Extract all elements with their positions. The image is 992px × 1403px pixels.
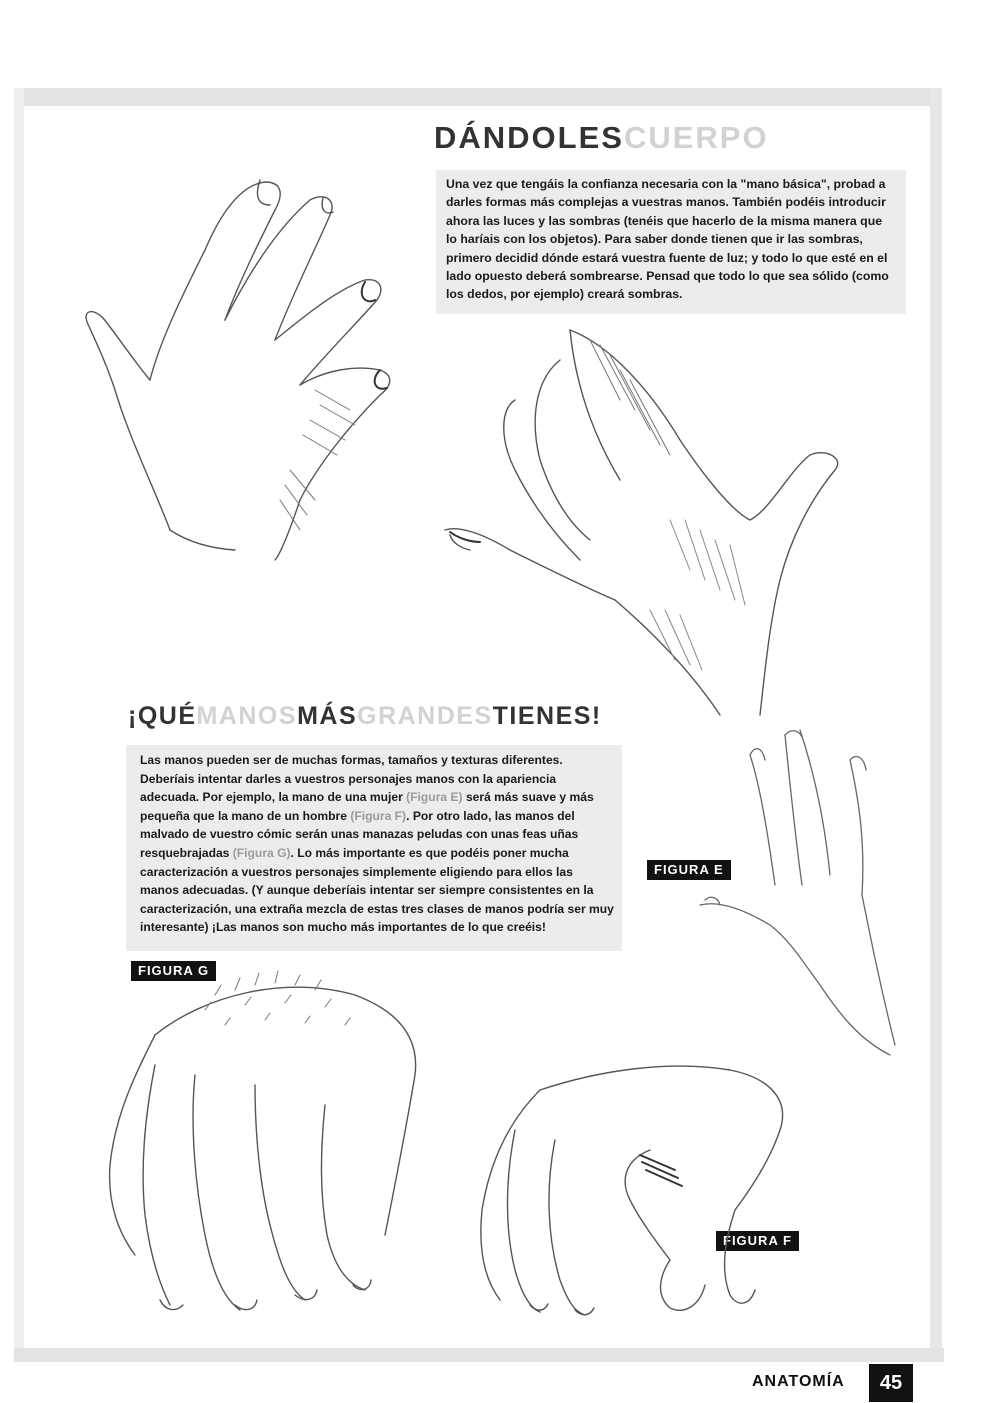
paragraph-part-3: . Por otro lado, las manos del malvado de vuestro cómic serán unas manazas peludas con unas feas uñas resquebrajadas (140, 808, 579, 860)
title-part-que: ¡QUÉ (128, 702, 197, 730)
left-rule (14, 88, 24, 1362)
title-dark-part: DÁNDOLES (434, 120, 624, 155)
title-part-grandes: GRANDES (357, 702, 493, 730)
top-rule (14, 88, 942, 106)
woman-hand-sketch (690, 725, 910, 1065)
figure-f-reference: (Figura F) (350, 808, 407, 823)
figure-e-label: FIGURA E (647, 860, 731, 880)
open-hand-sketch (75, 170, 410, 565)
footer-section-name: ANATOMÍA (752, 1373, 845, 1390)
paragraph-part-4: . Lo más importante es que podéis poner mucha caracterización a vuestros personajes simplemente eligiendo para ellos las manos adecuadas. (Y aunque deberíais intentar ser siempre consistentes en la caracterización, una extraña mezcla de estas tres clases de manos podría ser muy interesante) ¡Las manos son mucho más importantes de lo que creéis! (140, 845, 614, 935)
hands-types-text-box (126, 745, 622, 951)
paragraph-part-2: será más suave y más pequeña que la mano de un hombre (140, 790, 594, 823)
title-part-mas: MÁS (297, 702, 358, 730)
title-part-manos: MANOS (196, 702, 298, 730)
right-rule (930, 88, 942, 1362)
section-title-que-manos (128, 702, 602, 731)
title-part-tienes: TIENES! (492, 702, 602, 730)
figure-e-reference: (Figura E) (406, 790, 463, 805)
title-light-part: CUERPO (623, 120, 769, 155)
intro-paragraph: Una vez que tengáis la confianza necesaria con la "mano básica", probad a darles formas más complejas a vuestras manos. También podéis introducir ahora las luces y las sombras (tenéis que hacerlo de la misma manera que lo haríais con los objetos). Para saber donde tienen que ir las sombras, primero decidid dónde estará vuestra fuente de luz; y todo lo que esté en el lado opuesto deberá sombrearse. Pensad que todo lo que sea sólido (como los dedos, por ejemplo) creará sombras. (446, 177, 889, 302)
figure-g-reference: (Figura G) (232, 845, 291, 860)
paragraph-part-1: Las manos pueden ser de muchas formas, tamaños y texturas diferentes. Deberíais intentar darles a vuestros personajes manos con la apariencia adecuada. Por ejemplo, la mano de una mujer (140, 753, 563, 805)
hairy-villain-hand-sketch (95, 955, 440, 1325)
claw-hand-sketch (440, 320, 910, 720)
bottom-rule (14, 1348, 944, 1362)
figure-g-label: FIGURA G (131, 961, 216, 981)
man-hand-sketch (470, 1040, 800, 1325)
section-title-dandoles-cuerpo (434, 120, 769, 156)
intro-text-box (436, 170, 906, 314)
page-number: 45 (869, 1364, 913, 1402)
figure-f-label: FIGURA F (716, 1231, 799, 1251)
